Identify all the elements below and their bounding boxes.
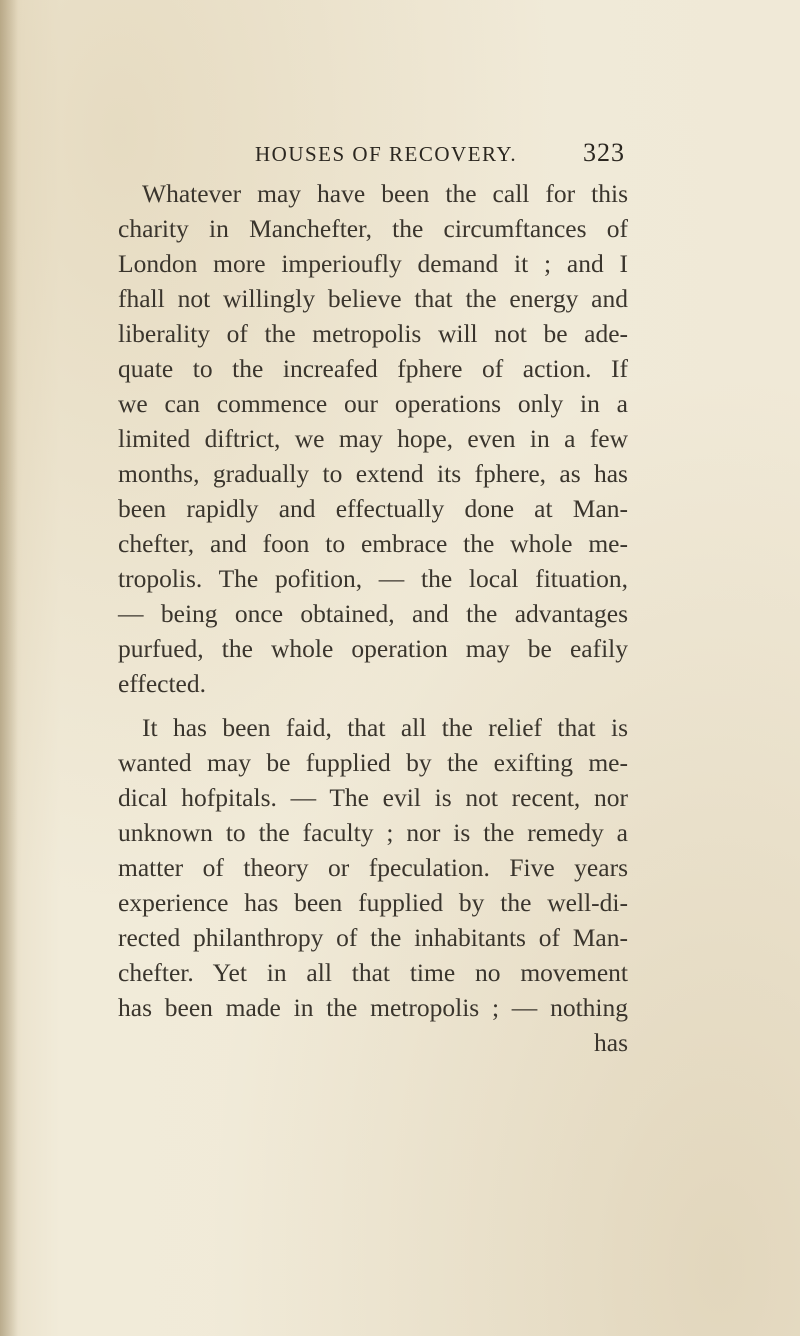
text-line: London more imperioufly demand it ; and I	[118, 249, 628, 278]
text-line: chefter. Yet in all that time no movement	[118, 958, 628, 987]
text-line: months, gradually to extend its fphere, as has	[118, 459, 628, 488]
text-line: chefter, and foon to embrace the whole me-	[118, 529, 628, 558]
text-line: Whatever may have been the call for this	[142, 179, 628, 208]
running-head-title: HOUSES OF RECOVERY.	[255, 142, 518, 166]
text-line: liberality of the metropolis will not be ade-	[118, 319, 628, 348]
page-number: 323	[583, 138, 625, 167]
page-gutter-shadow	[0, 0, 18, 1336]
text-line: fhall not willingly believe that the energy and	[118, 284, 628, 313]
text-line: tropolis. The pofition, — the local fituation,	[118, 564, 628, 593]
text-line: experience has been fupplied by the well-di-	[118, 888, 628, 917]
catchword: has	[594, 1028, 628, 1057]
text-line: effected.	[118, 669, 207, 698]
text-line: we can commence our operations only in a	[118, 389, 628, 418]
text-line: rected philanthropy of the inhabitants of Man-	[118, 923, 628, 952]
text-line: been rapidly and effectually done at Man-	[118, 494, 628, 523]
text-line: has been made in the metropolis ; — nothing	[118, 993, 628, 1022]
text-line: dical hofpitals. — The evil is not recent, nor	[118, 783, 628, 812]
text-line: purfued, the whole operation may be eafily	[118, 634, 628, 663]
text-line: limited diftrict, we may hope, even in a few	[118, 424, 628, 453]
running-head	[255, 138, 625, 172]
text-line: charity in Manchefter, the circumftances of	[118, 214, 628, 243]
text-line: quate to the increafed fphere of action. If	[118, 354, 628, 383]
text-line: wanted may be fupplied by the exifting me-	[118, 748, 628, 777]
text-line: — being once obtained, and the advantages	[118, 599, 628, 628]
text-line: It has been faid, that all the relief that is	[142, 713, 628, 742]
text-line: matter of theory or fpeculation. Five years	[118, 853, 628, 882]
text-line: unknown to the faculty ; nor is the remedy a	[118, 818, 628, 847]
